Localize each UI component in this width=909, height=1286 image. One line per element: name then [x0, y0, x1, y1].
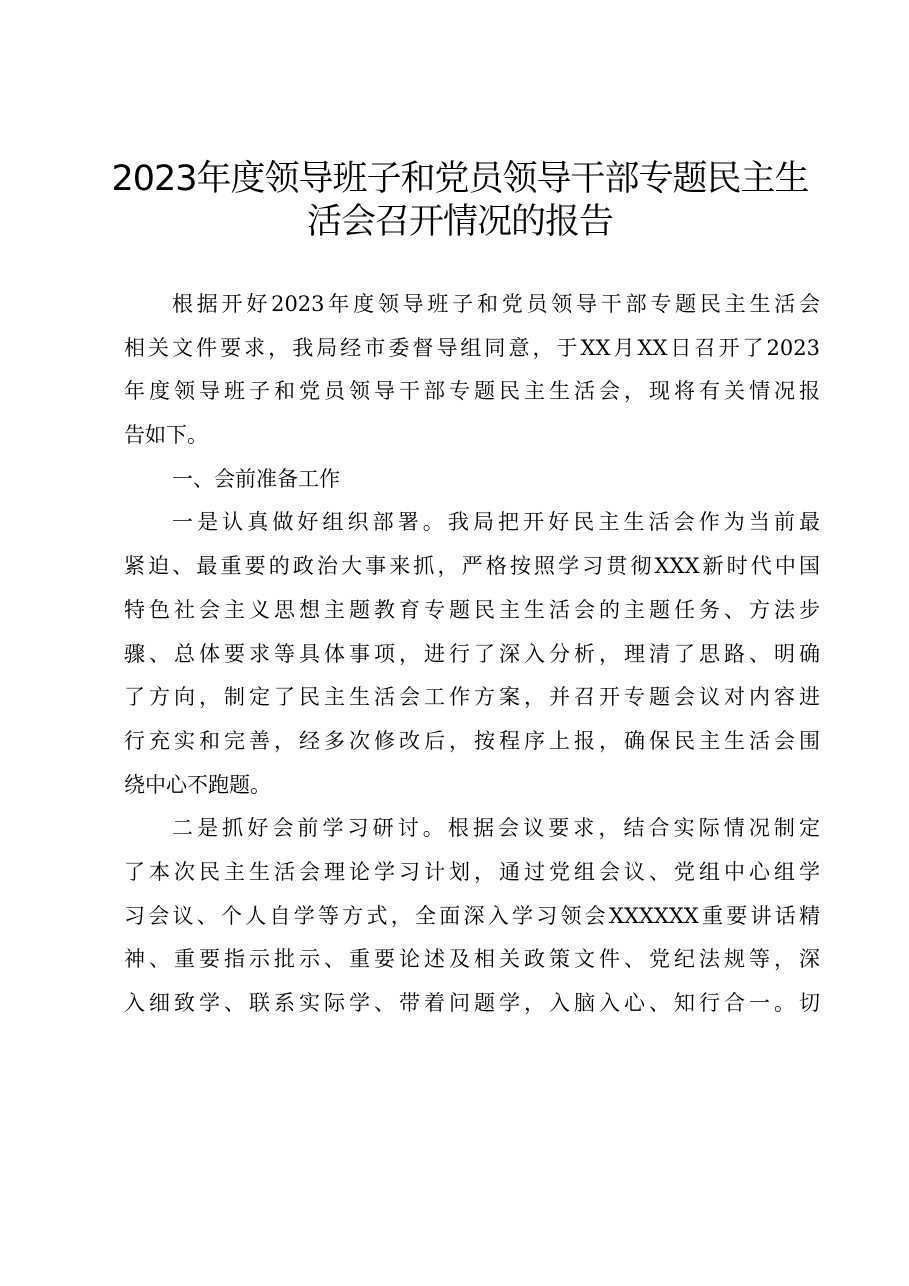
paragraph-organization: [124, 501, 820, 807]
text-line: 一是认真做好组织部署。我局把开好民主生活会作为当前最: [172, 510, 820, 535]
text-line: 入细致学、联系实际学、带着问题学，入脑入心、知行合一。切: [124, 991, 820, 1015]
text-line: 相关文件要求，我局经市委督导组同意，于XX月XX日召开了2023: [124, 335, 820, 360]
paragraph-study: [124, 807, 820, 1025]
document-title: [100, 158, 820, 244]
text-line: 行充实和完善，经多次修改后，按程序上报，确保民主生活会围: [124, 728, 820, 753]
section-heading: 一、会前准备工作: [172, 466, 340, 491]
title-line-2: 活会召开情况的报告: [306, 202, 613, 242]
text-line: 根据开好2023年度领导班子和党员领导干部专题民主生活会: [172, 292, 820, 316]
title-line-1: 2023年度领导班子和党员领导干部专题民主生: [111, 159, 809, 199]
text-line: 二是抓好会前学习研讨。根据会议要求，结合实际情况制定: [172, 816, 820, 841]
text-line: 习会议、个人自学等方式，全面深入学习领会XXXXXX重要讲话精: [124, 903, 820, 928]
text-line: 骤、总体要求等具体事项，进行了深入分析，理清了思路、明确: [124, 641, 820, 666]
text-line: 紧迫、最重要的政治大事来抓，严格按照学习贯彻XXX新时代中国: [124, 554, 820, 579]
paragraph-intro: [124, 283, 820, 458]
text-line: 了本次民主生活会理论学习计划，通过党组会议、党组中心组学: [124, 859, 820, 884]
text-line: 年度领导班子和党员领导干部专题民主生活会，现将有关情况报: [124, 379, 820, 404]
text-line: 告如下。: [124, 423, 208, 448]
text-line: 绕中心不跑题。: [124, 772, 271, 797]
document-body: [124, 283, 820, 1026]
section-heading-1: [124, 458, 820, 502]
text-line: 神、重要指示批示、重要论述及相关政策文件、党纪法规等，深: [124, 947, 820, 972]
text-line: 了方向，制定了民主生活会工作方案，并召开专题会议对内容进: [124, 685, 820, 710]
text-line: 特色社会主义思想主题教育专题民主生活会的主题任务、方法步: [124, 597, 820, 622]
